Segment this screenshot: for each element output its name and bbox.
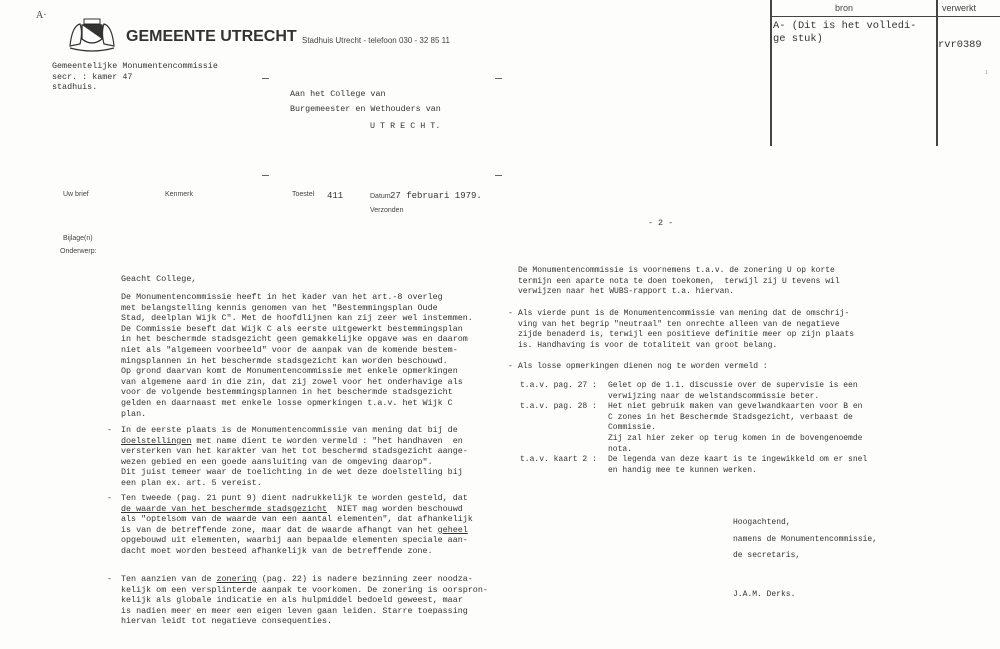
uw-brief-label: Uw brief (63, 191, 89, 198)
text-line (121, 504, 473, 515)
corner-mark: A· (36, 10, 47, 21)
text-line: plan. (121, 408, 147, 419)
text-line: De Monumentencommissie is voornemens t.a.v. de zonering U op korte (518, 266, 835, 275)
text-line: in het beschermde stadsgezicht geen gemakkelijke opgave was en daarom (121, 334, 468, 345)
onderwerp-label: Onderwerp: (60, 248, 97, 255)
bijlagen-label: Bijlage(n) (63, 235, 93, 242)
text-line: zijde benaderd is, terwijl een positieve definitie meer op zijn plaats (518, 330, 855, 340)
text-line: Als losse opmerkingen dienen nog te worden vermeld : (518, 362, 768, 371)
remark-reference: t.a.v. pag. 27 : (520, 381, 597, 390)
bullet-dash: - (107, 425, 113, 435)
underlined-text: doelstellingen (121, 435, 192, 446)
text-line: secr. : kamer 47 (52, 71, 133, 82)
verzonden-label: Verzonden (370, 207, 404, 214)
text-line: wezen gebied en een goede aansluiting van de omgeving daarop". (121, 456, 433, 467)
text-line: is nadien meer en meer een eigen leven gaan leiden. Starre toepassing (121, 605, 468, 616)
text-line (121, 525, 473, 536)
continuation-paragraph (518, 266, 840, 298)
text-line: De Commissie beseft dat Wijk C als eerste uitgewerkt bestemmingsplan (121, 323, 463, 334)
remark-text-line: Commissie. (608, 423, 657, 433)
datum-label: Datum (370, 193, 391, 200)
text-line: Dit juist temeer waar de toelichting in de wet deze doelstelling bij (121, 467, 463, 478)
text-line: mingsplannen in het beschermde stadsgezicht kan worden beschouwd. (121, 355, 448, 366)
text-line: hiervan leidt tot negatieve consequenties. (121, 616, 333, 627)
text-line: voor de volgende bestemmingsplannen in het beschermde stadsgezicht (121, 387, 453, 398)
text-line: ge stuk) (773, 33, 823, 45)
underlined-text: zonering (216, 574, 257, 584)
remark-text-line: Het niet gebruik maken van gevelwandkaarten voor B en (608, 402, 863, 412)
bron-value (773, 20, 916, 46)
text-line: van algemene aard in die zin, dat zij zowel voor het onderhavige als (121, 376, 463, 387)
text-segment: is van de betreffende zone, maar dat de waarde afhangt van het (121, 524, 438, 535)
text-line: ving van het begrip "neutraal" ten onrechte alleen van de negatieve (518, 319, 840, 329)
text-line: een plan ex. art. 5 vereist. (121, 477, 262, 488)
text-line: verwijzen naar het WUBS-rapport t.a. hiervan. (518, 287, 735, 297)
text-segment: (pag. 22) is nadere bezinning zeer noodza- (256, 574, 473, 584)
bullet-dash: - (508, 362, 513, 371)
bullet-dash: - (107, 574, 113, 584)
text-line: de secretaris, (733, 551, 801, 560)
remark-text-line: verwijzing naar de welstandscommissie beter. (608, 391, 820, 401)
page-mark: 1 (985, 70, 988, 76)
text-line: niet als "algemeen voorbeeld" voor de aanpak van de komende bestem- (121, 344, 458, 355)
closing-block (733, 515, 877, 565)
recipient-city: U T R E C H T. (370, 121, 441, 131)
text-line: opgebouwd uit elementen, waarbij aan bepaalde elementen speciale aan- (121, 535, 468, 546)
text-line: kelijk om een versplinterde aanpak te voorkomen. De zonering is oorspron- (121, 584, 488, 595)
underlined-text: geheel (437, 524, 468, 535)
text-line (121, 574, 488, 585)
org-name: GEMEENTE UTRECHT (126, 28, 297, 45)
page-number: - 2 - (648, 218, 674, 228)
bullet-dash: - (107, 493, 113, 503)
text-line: dacht moet worden besteed afhankelijk van de betreffende zone. (121, 545, 433, 556)
text-line: Burgemeester en Wethouders van (290, 104, 441, 114)
point-4-paragraph (518, 309, 854, 351)
text-segment: Ten aanzien van de (121, 574, 217, 584)
verwerkt-value: rvr0389 (938, 39, 982, 51)
archive-header-rule (770, 16, 1000, 17)
text-line: stadhuis. (52, 82, 98, 93)
text-line: In de eerste plaats is de Monumentencommissie van mening dat bij de (121, 425, 458, 435)
text-line: namens de Monumentencommissie, (733, 534, 878, 544)
text-line: Ten tweede (pag. 21 punt 9) dient nadrukkelijk te worden gesteld, dat (121, 493, 468, 503)
remark-text-line: C zones in het Beschermde Stadsgezicht, verbaast de (608, 412, 853, 422)
bullet-dash: - (508, 309, 513, 318)
text-segment: NIET mag worden beschouwd (327, 503, 463, 514)
text-line: Gemeentelijke Monumentencommissie (52, 61, 218, 71)
sender-block (52, 61, 218, 93)
verwerkt-header: verwerkt (942, 3, 977, 13)
text-line: De Monumentencommissie heeft in het kader van het art.-8 overleg (121, 292, 443, 302)
org-contact: Stadhuis Utrecht - telefoon 030 - 32 85 11 (302, 36, 450, 45)
underlined-text: de waarde van het beschermde stadsgezicht (121, 503, 328, 514)
text-line: Stad, deelplan Wijk C". Met de hoofdlijnen kan zij zeer wel instemmen. (121, 313, 473, 324)
remark-text-line: en handig mee te kunnen werken. (608, 465, 757, 475)
text-line: Als vierde punt is de Monumentencommissie van mening dat de omschrij- (518, 309, 850, 318)
point-5-paragraph (518, 362, 768, 373)
point-2-paragraph (121, 493, 473, 557)
remark-text-line: Gelet op de 1.1. discussie over de supervisie is een (608, 381, 858, 390)
city-coat-of-arms-logo (66, 16, 118, 52)
text-line: als "optelsom van de waarde van een aantal elementen", dat afhankelijk (121, 514, 473, 525)
intro-paragraph (121, 292, 473, 419)
remark-text-line: De legenda van deze kaart is te ingewikkeld om er snel (608, 455, 868, 465)
recipient-block (290, 87, 441, 117)
point-3-paragraph (121, 574, 488, 627)
remark-reference: t.a.v. kaart 2 : (520, 455, 597, 465)
remark-text-line: nota. (608, 444, 633, 454)
text-line: kelijk als globale indicatie en als hulpmiddel bedoeld geweest, maar (121, 595, 463, 606)
remark-reference: t.a.v. pag. 28 : (520, 402, 597, 412)
remark-text-line: Zij zal hier zeker op terug komen in de bovengenoemde (608, 434, 863, 443)
text-line: versterken van het karakter van het tot beschermd stadsgezicht aange- (121, 446, 468, 457)
kenmerk-label: Kenmerk (165, 191, 194, 198)
salutation: Geacht College, (121, 274, 197, 284)
bron-header: bron (835, 3, 854, 13)
datum-value: 27 februari 1979. (390, 191, 482, 201)
signature: J.A.M. Derks. (733, 590, 796, 599)
text-line: Op grond daarvan komt de Monumentencommissie met enkele opmerkingen (121, 366, 458, 377)
text-line: termijn een aparte nota te doen toekomen, terwijl zij U tevens wil (518, 276, 840, 286)
text-line: A- (Dit is het volledi- (773, 20, 917, 32)
point-1-paragraph (121, 425, 468, 489)
text-line (121, 436, 468, 447)
text-line: gelden en daarnaast met enkele losse opmerkingen t.a.v. het Wijk C (121, 397, 453, 408)
toestel-value: 411 (327, 191, 344, 201)
text-line: Aan het College van (290, 89, 386, 99)
text-line: Hoogachtend, (733, 518, 791, 527)
text-line: is. Handhaving is voor de totaliteit van groot belang. (518, 340, 778, 350)
text-segment: met name dient te worden vermeld : "het handhaven en (191, 435, 463, 446)
text-line: met belangstelling kennis genomen van het "Bestemmingsplan Oude (121, 302, 438, 313)
toestel-label: Toestel (292, 191, 315, 198)
